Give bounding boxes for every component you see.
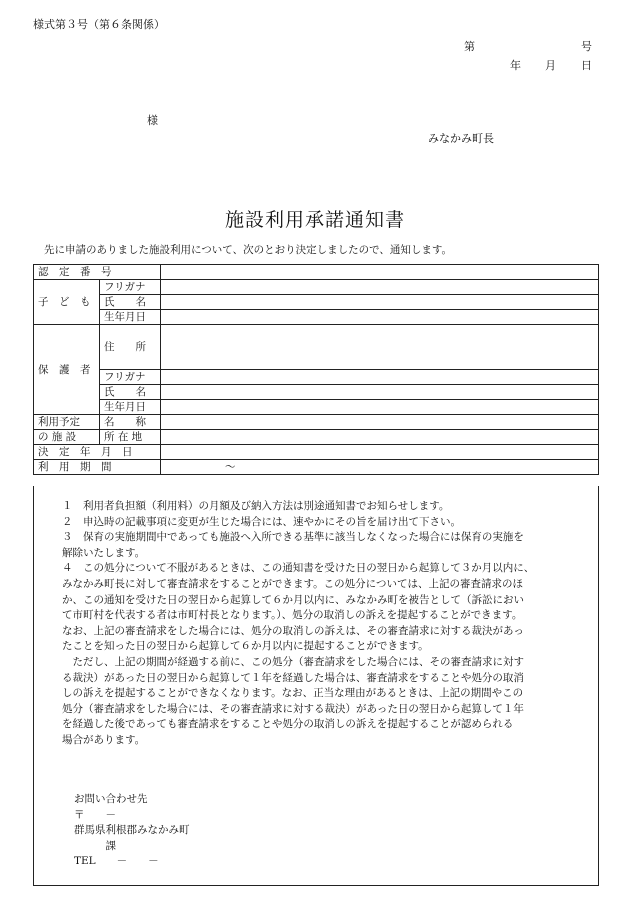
child-furigana-value — [161, 280, 599, 295]
contact-section: 課 — [74, 839, 116, 852]
table-row — [34, 445, 599, 460]
guardian-birth-label: 生年月日 — [100, 400, 161, 415]
child-furigana-label: フリガナ — [100, 280, 161, 295]
approval-number-value — [161, 265, 599, 280]
child-name-value — [161, 295, 599, 310]
facility-location-label: 所 在 地 — [100, 430, 161, 445]
child-name-label: 氏 名 — [100, 295, 161, 310]
facility-location-value — [161, 430, 599, 445]
note-line: る裁決）があった日の翌日から起算して１年を経過した場合は、審査請求をすることや処分の取消 — [62, 671, 524, 684]
period-value — [161, 460, 599, 475]
day-label: 日 — [581, 59, 592, 72]
info-table — [33, 264, 599, 475]
table-row — [34, 430, 599, 445]
form-number: 様式第３号（第６条関係） — [33, 18, 165, 31]
number-suffix: 号 — [581, 40, 592, 53]
addressee-suffix: 様 — [147, 114, 158, 127]
guardian-name-label: 氏 名 — [100, 385, 161, 400]
note-line: ただし、上記の期間が経過する前に、この処分（審査請求をした場合には、その審査請求に対す — [62, 655, 524, 668]
facility-name-value — [161, 415, 599, 430]
table-row — [34, 265, 599, 280]
contact-postal: 〒 － — [74, 808, 116, 821]
contact-address: 群馬県利根郡みなかみ町 — [74, 824, 190, 837]
note-line: ２ 申込時の記載事項に変更が生じた場合には、速やかにその旨を届け出て下さい。 — [62, 515, 461, 528]
table-row — [34, 415, 599, 430]
note-line: １ 利用者負担額（利用料）の月額及び納入方法は別途通知書でお知らせします。 — [62, 500, 450, 512]
note-line: たことを知った日の翌日から起算して６か月以内に提起することができます。 — [62, 640, 429, 653]
child-birth-label: 生年月日 — [100, 310, 161, 325]
note-line: を経過した後であっても審査請求をすることや処分の取消しの訴えを提起することが認められる — [62, 718, 514, 731]
note-line: 解除いたします。 — [62, 546, 146, 559]
guardian-name-value — [161, 385, 599, 400]
number-prefix: 第 — [464, 40, 475, 53]
note-line: 処分（審査請求をした場合には、その審査請求に対する裁決）があった日の翌日から起算して１年 — [62, 702, 524, 715]
guardian-birth-value — [161, 400, 599, 415]
table-row — [34, 460, 599, 475]
table-row — [34, 385, 599, 400]
facility-name-label: 名 称 — [100, 415, 161, 430]
child-birth-value — [161, 310, 599, 325]
decision-date-label: 決 定 年 月 日 — [34, 445, 161, 460]
guardian-furigana-value — [161, 370, 599, 385]
guardian-furigana-label: フリガナ — [100, 370, 161, 385]
note-line: 場合があります。 — [62, 733, 146, 746]
guardian-label: 保 護 者 — [34, 325, 100, 415]
table-row — [34, 295, 599, 310]
contact-tel: TEL － － — [74, 855, 159, 868]
note-line: みなかみ町長に対して審査請求をすることができます。この処分については、上記の審査請求のほ — [62, 577, 523, 590]
table-row — [34, 310, 599, 325]
facility-group-label-2: の 施 設 — [34, 430, 100, 445]
intro-text: 先に申請のありました施設利用について、次のとおり決定しましたので、通知します。 — [44, 244, 453, 256]
month-label: 月 — [545, 59, 556, 72]
year-label: 年 — [510, 59, 521, 72]
period-separator: ～ — [225, 461, 236, 473]
decision-date-value — [161, 445, 599, 460]
child-label: 子 ど も — [34, 280, 100, 325]
contact-heading: お問い合わせ先 — [74, 793, 148, 805]
table-row — [34, 370, 599, 385]
period-label: 利 用 期 間 — [34, 460, 161, 475]
contact-block — [74, 792, 190, 870]
note-line: て市町村を代表する者は市町村長となります。）、処分の取消しの訴えを提起することができます。 — [62, 609, 523, 622]
table-row — [34, 325, 599, 370]
table-row — [34, 280, 599, 295]
approval-number-label: 認 定 番 号 — [34, 265, 161, 280]
note-line: ３ 保育の実施期間中であっても施設へ入所できる基準に該当しなくなった場合には保育の実施を — [62, 531, 524, 544]
issuer: みなかみ町長 — [428, 132, 494, 145]
note-line: ４ この処分について不服があるときは、この通知書を受けた日の翌日から起算して３か月以内に、 — [62, 562, 535, 575]
facility-group-label-1: 利用予定 — [34, 415, 100, 430]
note-line: しの訴えを提起することができなくなります。なお、正当な理由があるときは、上記の期間やこの — [62, 687, 524, 700]
notes-box — [33, 486, 599, 886]
document-title: 施設利用承諾通知書 — [224, 209, 405, 231]
guardian-address-value — [161, 325, 599, 370]
table-row — [34, 400, 599, 415]
notes-body — [62, 499, 577, 749]
guardian-address-label: 住 所 — [100, 325, 161, 370]
note-line: なお、上記の審査請求をした場合には、処分の取消しの訴えは、その審査請求に対する裁決があっ — [62, 624, 524, 637]
note-line: か、この通知を受けた日の翌日から起算して６か月以内に、みなかみ町を被告として（訴訟におい — [62, 593, 524, 606]
